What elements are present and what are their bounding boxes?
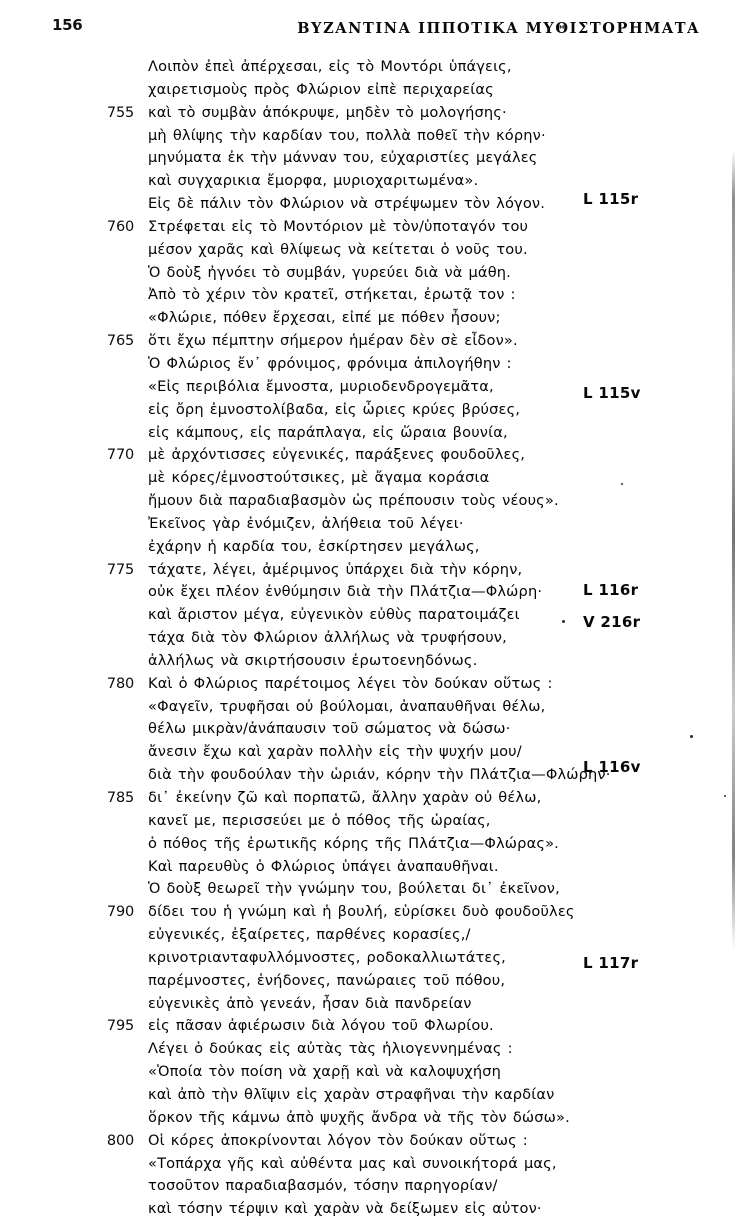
verse-line-text: μηνύματα ἐκ τὴν μάνναν του, εὐχαριστίες μεγάλες xyxy=(148,149,538,167)
verse-line-number: 755 xyxy=(106,104,134,121)
folio-mark: L 116r xyxy=(583,581,639,599)
verse-line-text: Οἱ κόρες ἀποκρίνονται λόγον τὸν δούκαν οὕτως : xyxy=(148,1131,528,1149)
verse-line xyxy=(0,353,738,376)
verse-line-number: 790 xyxy=(106,904,134,921)
verse-line-text: Καὶ παρευθὺς ὁ Φλώριος ὑπάγει ἀναπαυθῆναι. xyxy=(148,857,499,875)
verse-line xyxy=(0,399,738,422)
verse-line-text: μὴ θλίψης τὴν καρδίαν του, πολλὰ ποθεῖ τὴν κόρην· xyxy=(148,126,546,144)
verse-line xyxy=(0,1175,738,1198)
page-number: 156 xyxy=(52,16,83,34)
verse-line-text: ὁ πόθος τῆς ἐρωτικῆς κόρης τῆς Πλάτζια—Φλώρας». xyxy=(148,834,559,852)
verse-line-text: «Φλώριε, πόθεν ἔρχεσαι, εἰπέ με πόθεν ἦσουν; xyxy=(148,309,501,327)
verse-line xyxy=(0,239,738,262)
verse-line-number: 765 xyxy=(106,333,134,350)
verse-line-text: τάχατε, λέγει, ἀμέριμνος ὑπάρχει διὰ τὴν κόρην, xyxy=(148,560,523,578)
verse-line-text: Ἐκεῖνος γὰρ ἐνόμιζεν, ἀλήθεια τοῦ λέγει· xyxy=(148,514,464,532)
verse-body xyxy=(0,56,738,1221)
verse-line xyxy=(0,1153,738,1176)
verse-line-number: 800 xyxy=(106,1132,134,1149)
verse-line xyxy=(0,422,738,445)
verse-line-number: 785 xyxy=(106,790,134,806)
verse-line-text: διὰ τὴν φουδούλαν τὴν ὡριάν, κόρην τὴν Πλάτζια—Φλώρην· xyxy=(148,766,611,784)
verse-line-text: εἰς πᾶσαν ἀφιέρωσιν διὰ λόγου τοῦ Φλωρίου. xyxy=(148,1017,494,1035)
verse-line-text: καὶ συγχαρικια ἔμορφα, μυριοχαριτωμένα». xyxy=(148,172,479,190)
verse-line-text: Ἀπὸ τὸ χέριν τὸν κρατεῖ, στήκεται, ἐρωτᾷ τον : xyxy=(148,286,516,304)
verse-line xyxy=(0,924,738,947)
verse-line-text: μὲ κόρες/ἐμνοστούτσικες, μὲ ἄγαμα κοράσια xyxy=(148,469,490,487)
verse-line-text: Λέγει ὁ δούκας εἰς αὐτὰς τὰς ἡλιογεννημένας : xyxy=(148,1040,513,1058)
verse-line xyxy=(0,284,738,307)
verse-line xyxy=(0,490,738,513)
folio-mark: L 115v xyxy=(583,384,641,402)
verse-line-text: ἀλλήλως νὰ σκιρτήσουσιν ἐρωτοενηδόνως. xyxy=(148,651,478,669)
verse-line-number: 780 xyxy=(106,675,134,692)
folio-mark: L 116v xyxy=(583,758,641,776)
verse-line-text: εἰς κάμπους, εἰς παράπλαγα, εἰς ὥραια βουνία, xyxy=(148,423,508,441)
verse-line xyxy=(0,147,738,170)
verse-line xyxy=(0,216,738,239)
verse-line-text: παρέμνοστες, ἐνήδονες, πανώραιες τοῦ πόθου, xyxy=(148,971,506,989)
verse-line xyxy=(0,696,738,719)
verse-line xyxy=(0,513,738,536)
verse-line xyxy=(0,673,738,696)
verse-line xyxy=(0,718,738,741)
verse-line xyxy=(0,1015,738,1038)
folio-mark: L 117r xyxy=(583,954,639,972)
verse-line-text: εὐγενικὲς ἀπὸ γενεάν, ἦσαν διὰ πανδρείαν xyxy=(148,994,472,1012)
verse-line-text: ἄνεσιν ἔχω καὶ χαρὰν πολλὴν εἰς τὴν ψυχήν μου/ xyxy=(148,743,522,761)
verse-line xyxy=(0,650,738,673)
verse-line-text: «Τοπάρχα γῆς καὶ αὐθέντα μας καὶ συνοικήτορά μας, xyxy=(148,1154,557,1172)
verse-line-text: εὐγενικές, ἐξαίρετες, παρθένες κορασίες,/ xyxy=(148,926,471,944)
verse-line-text: «Φαγεῖν, τρυφῆσαι οὐ βούλομαι, ἀναπαυθῆναι θέλω, xyxy=(148,697,546,715)
verse-line-text: δίδει του ἡ γνώμη καὶ ἡ βουλή, εὑρίσκει δυὸ φουδοῦλες xyxy=(148,903,575,921)
verse-line-text: τοσοῦτον παραδιαβασμόν, τόσην παρηγορίαν/ xyxy=(148,1177,498,1195)
verse-line-number: 795 xyxy=(106,1018,134,1035)
verse-line-text: Ὁ δοὺξ ἠγνόει τὸ συμβάν, γυρεύει διὰ νὰ μάθη. xyxy=(148,263,511,281)
verse-line xyxy=(0,1107,738,1130)
scan-speck xyxy=(621,483,623,485)
verse-line xyxy=(0,307,738,330)
verse-line-text: καὶ ἀπὸ τὴν θλῖψιν εἰς χαρὰν στραφῆναι τὴν καρδίαν xyxy=(148,1085,555,1103)
scan-speck xyxy=(562,620,565,623)
verse-line xyxy=(0,1084,738,1107)
verse-line xyxy=(0,878,738,901)
verse-line xyxy=(0,856,738,879)
scan-speck xyxy=(690,735,693,738)
verse-line xyxy=(0,262,738,285)
verse-line xyxy=(0,1038,738,1061)
verse-line-text: καὶ ἄριστον μέγα, εὐγενικὸν εὐθὺς παρατοιμάζει xyxy=(148,606,520,624)
verse-line xyxy=(0,125,738,148)
verse-line-number: 775 xyxy=(106,561,134,578)
verse-line-text: Ὁ Φλώριος ἔν᾽ φρόνιμος, φρόνιμα ἀπιλογήθην : xyxy=(148,354,512,372)
verse-line-text: Λοιπὸν ἐπεὶ ἀπέρχεσαι, εἰς τὸ Μοντόρι ὑπάγεις, xyxy=(148,58,512,75)
verse-line xyxy=(0,536,738,559)
verse-line xyxy=(0,970,738,993)
folio-mark: L 115r xyxy=(583,190,639,208)
verse-line xyxy=(0,993,738,1016)
verse-line xyxy=(0,79,738,102)
verse-line-text: καὶ τὸ συμβὰν ἀπόκρυψε, μηδὲν τὸ μολογήσης· xyxy=(148,103,507,121)
verse-line xyxy=(0,559,738,582)
verse-line-text: μέσον χαρᾶς καὶ θλίψεως νὰ κείτεται ὁ νοῦς του. xyxy=(148,240,528,258)
verse-line-text: δι᾽ ἐκείνην ζῶ καὶ πορπατῶ, ἄλλην χαρὰν οὐ θέλω, xyxy=(148,789,542,806)
verse-line-text: ὅρκον τῆς κάμνω ἀπὸ ψυχῆς ἄνδρα νὰ τῆς τὸν δώσω». xyxy=(148,1108,570,1126)
scan-gutter-shadow xyxy=(732,150,735,950)
verse-line xyxy=(0,1198,738,1221)
scan-speck xyxy=(724,795,726,797)
verse-line-text: θέλω μικρὰν/ἀνάπαυσιν τοῦ σώματος νὰ δώσω· xyxy=(148,720,511,738)
running-title: ΒΥΖΑΝΤΙΝΑ ΙΠΠΟΤΙΚΑ ΜΥΘΙΣΤΟΡΗΜΑΤΑ xyxy=(297,20,700,37)
verse-line-text: εἰς ὄρη ἐμνοστολίβαδα, εἰς ὧριες κρύες βρύσες, xyxy=(148,400,521,418)
verse-line-text: καὶ τόσην τέρψιν καὶ χαρὰν νὰ δείξωμεν εἰς αὐτον· xyxy=(148,1200,542,1218)
verse-line-text: κανεῖ με, περισσεύει με ὁ πόθος τῆς ὡραίας, xyxy=(148,811,491,829)
verse-line xyxy=(0,810,738,833)
verse-line-text: μὲ ἀρχόντισσες εὐγενικές, παράξενες φουδοῦλες, xyxy=(148,446,526,464)
verse-line-number: 760 xyxy=(106,218,134,235)
verse-line-text: κρινοτριανταφυλλόμνοστες, ροδοκαλλιωτάτες, xyxy=(148,948,506,966)
verse-line xyxy=(0,56,738,79)
verse-line xyxy=(0,102,738,125)
verse-line-text: «Ὁποία τὸν ποίση νὰ χαρῇ καὶ νὰ καλοψυχήση xyxy=(148,1063,502,1081)
verse-line-text: «Εἰς περιβόλια ἔμνοστα, μυριοδενδρογεμᾶτα, xyxy=(148,377,494,395)
verse-line xyxy=(0,1061,738,1084)
verse-line-text: ἤμουν διὰ παραδιαβασμὸν ὡς πρέπουσιν τοὺς νέους». xyxy=(148,492,559,510)
page-header xyxy=(0,14,738,44)
verse-line xyxy=(0,1130,738,1153)
verse-line-number: 770 xyxy=(106,447,134,464)
verse-line-text: ἐχάρην ἡ καρδία του, ἐσκίρτησεν μεγάλως, xyxy=(148,537,480,555)
verse-line-text: ὅτι ἔχω πέμπτην σήμερον ἡμέραν δὲν σὲ εἶδον». xyxy=(148,332,518,350)
verse-line xyxy=(0,467,738,490)
verse-line-text: χαιρετισμοὺς πρὸς Φλώριον εἰπὲ περιχαρείας xyxy=(148,80,494,98)
folio-mark: V 216r xyxy=(583,613,641,631)
verse-line xyxy=(0,444,738,467)
verse-line-text: Εἰς δὲ πάλιν τὸν Φλώριον νὰ στρέψωμεν τὸν λόγον. xyxy=(148,195,545,213)
verse-line xyxy=(0,833,738,856)
verse-line-text: Ὁ δοὺξ θεωρεῖ τὴν γνώμην του, βούλεται δι᾽ ἐκεῖνον, xyxy=(148,880,560,898)
verse-line-text: οὐκ ἔχει πλέον ἐνθύμησιν διὰ τὴν Πλάτζια—Φλώρη· xyxy=(148,583,543,601)
verse-line-text: Καὶ ὁ Φλώριος παρέτοιμος λέγει τὸν δούκαν οὕτως : xyxy=(148,674,553,692)
verse-line-text: τάχα διὰ τὸν Φλώριον ἀλλήλως νὰ τρυφήσουν, xyxy=(148,629,507,647)
verse-line xyxy=(0,787,738,810)
verse-line-text: Στρέφεται εἰς τὸ Μοντόριον μὲ τὸν/ὑποταγόν του xyxy=(148,217,529,235)
verse-line xyxy=(0,330,738,353)
verse-line xyxy=(0,901,738,924)
